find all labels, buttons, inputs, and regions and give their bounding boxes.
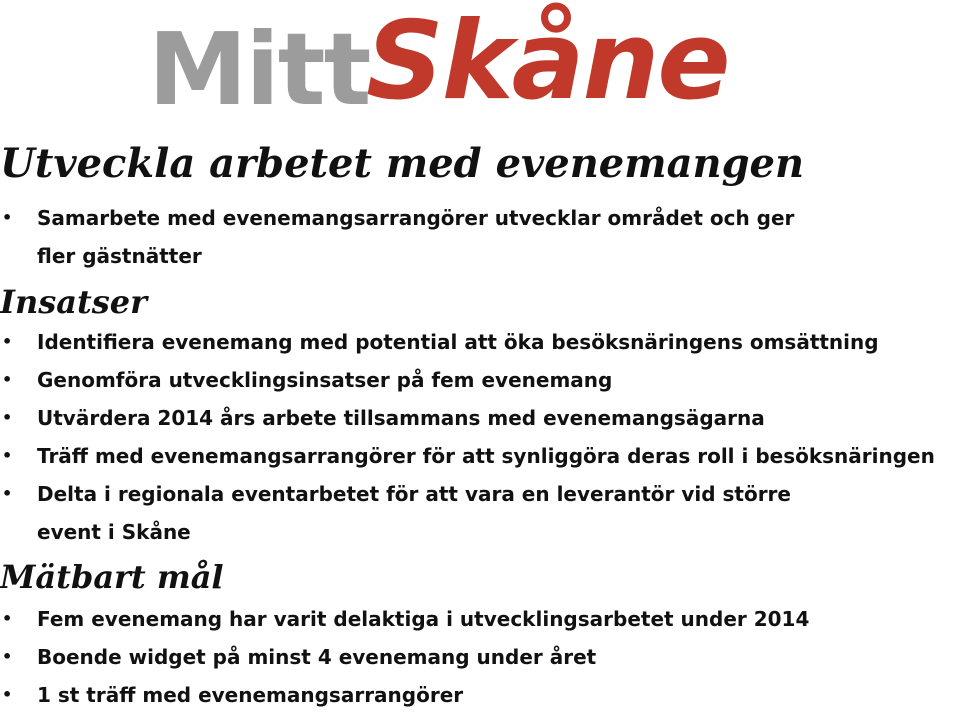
bullet-icon: • [2,685,13,704]
bullet-icon: • [2,208,13,227]
bullet-icon: • [2,332,13,351]
list-item-text: Genomföra utvecklingsinsatser på fem evenemang [37,368,613,392]
list-item [0,399,960,437]
logo-text-skane: Skåne [366,0,729,124]
list-item [0,600,960,638]
bullet-icon: • [2,408,13,427]
list-item-text: Identifiera evenemang med potential att öka besöksnäringens omsättning [37,330,879,354]
bullet-icon: • [2,609,13,628]
list-item-text: Utvärdera 2014 års arbete tillsammans med evenemangsägarna [37,406,765,430]
mittskane-logo [148,0,768,130]
bullet-icon: • [2,370,13,389]
list-item [0,676,960,714]
list-item-text: 1 st träff med evenemangsarrangörer [37,683,464,707]
list-item-text: Samarbete med evenemangsarrangörer utvecklar området och ger fler gästnätter [37,206,795,268]
heading-insatser: Insatser [0,283,147,321]
list-item [0,199,837,275]
bullet-icon: • [2,446,13,465]
heading-matbart: Mätbart mål [0,558,224,596]
list-item-text: Fem evenemang har varit delaktiga i utvecklingsarbetet under 2014 [37,607,810,631]
bullet-icon: • [2,647,13,666]
list-item [0,437,960,475]
list-item [0,323,960,361]
list-insatser [0,323,960,551]
list-item-text: Träff med evenemangsarrangörer för att synliggöra deras roll i besöksnäringen [37,444,935,468]
list-utveckla [0,199,960,275]
logo-text-mitt: Mitt [148,11,370,128]
list-item [0,638,960,676]
list-item [0,361,960,399]
heading-utveckla: Utveckla arbetet med evenemangen [0,140,805,187]
list-item-text: Delta i regionala eventarbetet för att vara en leverantör vid större event i Skåne [37,482,791,544]
list-matbart [0,600,960,714]
bullet-icon: • [2,484,13,503]
list-item [0,475,837,551]
list-item-text: Boende widget på minst 4 evenemang under året [37,645,597,669]
